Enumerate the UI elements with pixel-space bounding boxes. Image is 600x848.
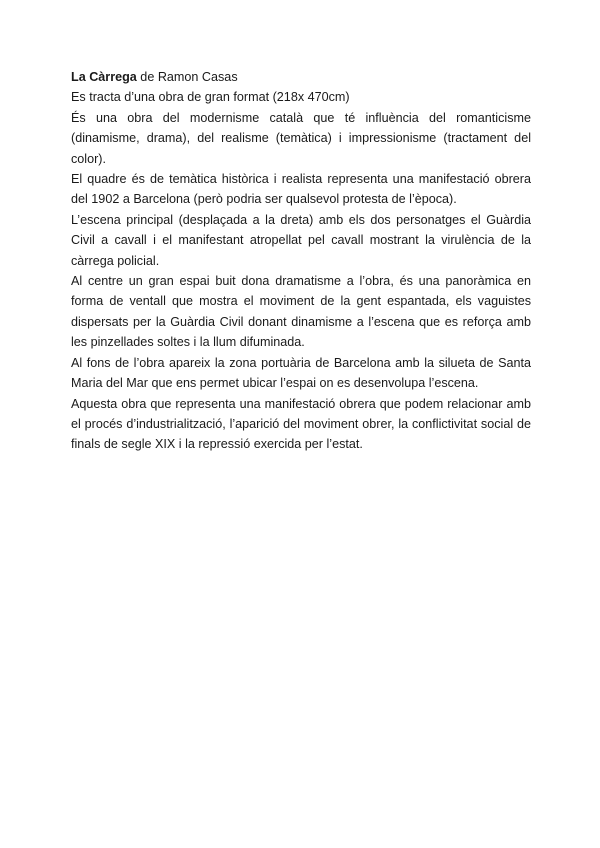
document-title bbox=[71, 67, 531, 87]
paragraph-theme: El quadre és de temàtica històrica i realista representa una manifestació obrera del 1902 a Barcelona (però podria ser qualsevol protesta de l’època). bbox=[71, 172, 531, 207]
paragraph-background: Al fons de l’obra apareix la zona portuària de Barcelona amb la silueta de Santa Maria del Mar que ens permet ubicar l’espai on es desenvolupa l’escena. bbox=[71, 355, 531, 391]
artwork-author: de Ramon Casas bbox=[136, 70, 238, 84]
paragraph-style: És una obra del modernisme català que té influència del romanticisme (dinamisme, drama), del realisme (temàtica) i impressionisme (tractament del color). bbox=[71, 110, 531, 166]
paragraph-format: Es tracta d’una obra de gran format (218x 470cm) bbox=[71, 90, 350, 105]
document-body bbox=[71, 67, 531, 455]
artwork-title: La Càrrega bbox=[71, 70, 137, 84]
paragraph-center-space: Al centre un gran espai buit dona dramatisme a l’obra, és una panoràmica en forma de ventall que mostra el moviment de la gent espantada, els vaguistes dispersats per la Guàrdia Civil donant dinamisme a l’escena que es reforça amb les pinzellades soltes i la llum difuminada. bbox=[71, 274, 531, 350]
paragraph-conclusion: Aquesta obra que representa una manifestació obrera que podem relacionar amb el procés d’industrialització, l’aparició del moviment obrer, la conflictivitat social de finals de segle XIX i la repressió exercida per l’estat. bbox=[71, 396, 531, 452]
paragraph-main-scene: L’escena principal (desplaçada a la dreta) amb els dos personatges el Guàrdia Civil a cavall i el manifestant atropellat pel cavall mostrant la virulència de la càrrega policial. bbox=[71, 212, 531, 268]
